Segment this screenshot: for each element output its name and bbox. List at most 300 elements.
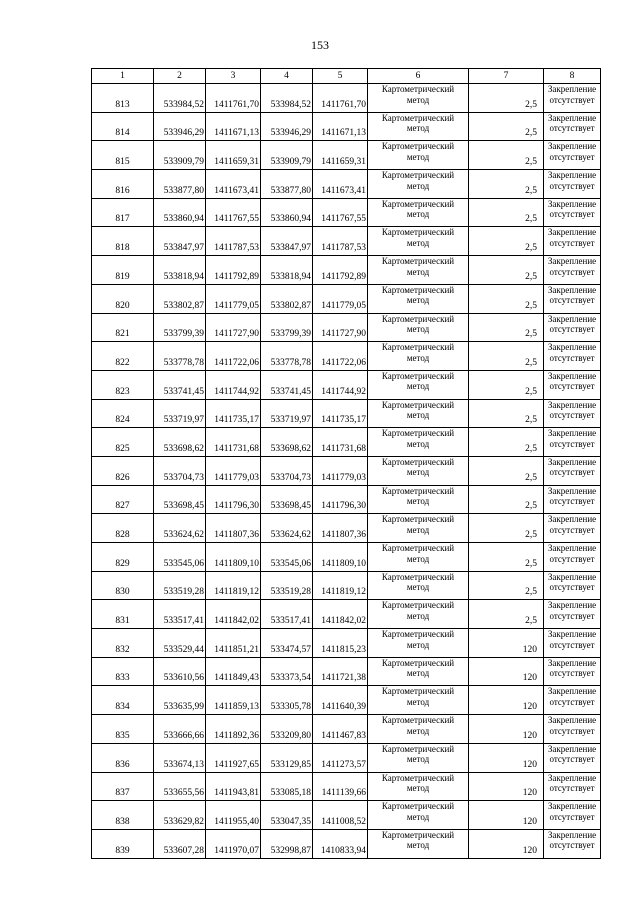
fixing-line: Закрепление — [547, 112, 597, 123]
method-line: метод — [406, 783, 430, 793]
table-header-row — [92, 69, 601, 84]
method-cell — [368, 141, 469, 170]
x-old-cell: 533610,56 — [154, 657, 206, 686]
fixing-cell — [544, 743, 601, 772]
x-new-cell: 533698,62 — [261, 428, 313, 457]
fixing-line: Закрепление — [547, 342, 597, 353]
accuracy-cell: 2,5 — [469, 543, 544, 572]
table-row — [92, 715, 601, 744]
y-new-cell: 1411815,23 — [313, 629, 368, 658]
accuracy-cell: 2,5 — [469, 170, 544, 199]
x-old-cell: 533529,44 — [154, 629, 206, 658]
y-new-cell: 1411842,02 — [313, 600, 368, 629]
fixing-cell — [544, 772, 601, 801]
fixing-cell — [544, 198, 601, 227]
x-new-cell: 533984,52 — [261, 84, 313, 113]
accuracy-cell: 2,5 — [469, 141, 544, 170]
method-line: Картометрический — [381, 543, 455, 553]
method-line: Картометрический — [381, 84, 455, 94]
method-line: Картометрический — [381, 198, 455, 209]
fixing-line: отсутствует — [549, 467, 595, 478]
point-number-cell: 833 — [92, 657, 154, 686]
method-cell — [368, 514, 469, 543]
fixing-cell — [544, 715, 601, 744]
fixing-cell — [544, 428, 601, 457]
header-cell: 8 — [544, 69, 601, 84]
fixing-cell — [544, 342, 601, 371]
x-old-cell: 533818,94 — [154, 256, 206, 285]
method-cell — [368, 485, 469, 514]
fixing-line: Закрепление — [547, 170, 597, 181]
fixing-cell — [544, 485, 601, 514]
y-old-cell: 1411673,41 — [206, 170, 261, 199]
x-new-cell: 533047,35 — [261, 801, 313, 830]
method-cell — [368, 629, 469, 658]
accuracy-cell: 2,5 — [469, 284, 544, 313]
method-line: Картометрический — [381, 428, 455, 439]
method-cell — [368, 715, 469, 744]
table-row — [92, 686, 601, 715]
table-row — [92, 772, 601, 801]
fixing-line: отсутствует — [549, 639, 595, 650]
accuracy-cell: 120 — [469, 772, 544, 801]
fixing-line: Закрепление — [547, 284, 597, 295]
y-old-cell: 1411787,53 — [206, 227, 261, 256]
x-new-cell: 533305,78 — [261, 686, 313, 715]
fixing-line: отсутствует — [549, 582, 595, 593]
accuracy-cell: 2,5 — [469, 342, 544, 371]
accuracy-cell: 2,5 — [469, 600, 544, 629]
x-old-cell: 533984,52 — [154, 84, 206, 113]
point-number-cell: 821 — [92, 313, 154, 342]
y-new-cell: 1411807,36 — [313, 514, 368, 543]
x-old-cell: 533909,79 — [154, 141, 206, 170]
y-new-cell: 1411735,17 — [313, 399, 368, 428]
fixing-cell — [544, 571, 601, 600]
x-new-cell: 533545,06 — [261, 543, 313, 572]
point-number-cell: 814 — [92, 112, 154, 141]
y-old-cell: 1411807,36 — [206, 514, 261, 543]
method-line: метод — [406, 324, 430, 334]
table-row — [92, 485, 601, 514]
y-old-cell: 1411819,12 — [206, 571, 261, 600]
method-line: Картометрический — [381, 686, 455, 697]
method-line: метод — [406, 610, 430, 621]
method-line: Картометрический — [381, 170, 455, 181]
table-row — [92, 571, 601, 600]
fixing-line: Закрепление — [547, 428, 597, 439]
fixing-line: Закрепление — [547, 141, 597, 152]
x-old-cell: 533674,13 — [154, 743, 206, 772]
header-cell: 5 — [313, 69, 368, 84]
x-old-cell: 533802,87 — [154, 284, 206, 313]
method-line: Картометрический — [381, 571, 455, 582]
x-new-cell: 533818,94 — [261, 256, 313, 285]
accuracy-cell: 2,5 — [469, 485, 544, 514]
fixing-cell — [544, 829, 601, 858]
x-old-cell: 533719,97 — [154, 399, 206, 428]
table-row — [92, 428, 601, 457]
fixing-cell — [544, 256, 601, 285]
x-old-cell: 533847,97 — [154, 227, 206, 256]
fixing-line: Закрепление — [547, 227, 597, 238]
x-new-cell: 533085,18 — [261, 772, 313, 801]
method-line: Картометрический — [381, 141, 455, 152]
accuracy-cell: 2,5 — [469, 456, 544, 485]
point-number-cell: 828 — [92, 514, 154, 543]
fixing-cell — [544, 629, 601, 658]
header-cell: 6 — [368, 69, 469, 84]
y-new-cell: 1411809,10 — [313, 543, 368, 572]
fixing-line: отсутствует — [549, 381, 595, 392]
method-line: Картометрический — [381, 657, 455, 668]
y-old-cell: 1411792,89 — [206, 256, 261, 285]
fixing-line: Закрепление — [547, 256, 597, 267]
y-new-cell: 1411744,92 — [313, 370, 368, 399]
page-number: 153 — [311, 38, 329, 52]
method-cell — [368, 657, 469, 686]
fixing-line: отсутствует — [549, 610, 595, 621]
fixing-line: Закрепление — [547, 198, 597, 209]
x-new-cell: 533517,41 — [261, 600, 313, 629]
method-cell — [368, 801, 469, 830]
table-row — [92, 84, 601, 113]
method-line: метод — [406, 237, 430, 248]
method-cell — [368, 399, 469, 428]
point-number-cell: 815 — [92, 141, 154, 170]
x-new-cell: 533698,45 — [261, 485, 313, 514]
fixing-line: отсутствует — [549, 94, 595, 105]
method-line: Картометрический — [381, 370, 455, 381]
method-cell — [368, 112, 469, 141]
fixing-line: Закрепление — [547, 772, 597, 783]
fixing-line: отсутствует — [549, 811, 595, 822]
y-old-cell: 1411731,68 — [206, 428, 261, 457]
point-number-cell: 816 — [92, 170, 154, 199]
fixing-line: Закрепление — [547, 370, 597, 381]
y-old-cell: 1411744,92 — [206, 370, 261, 399]
table-row — [92, 629, 601, 658]
table-row — [92, 284, 601, 313]
y-new-cell: 1411796,30 — [313, 485, 368, 514]
fixing-line: отсутствует — [549, 840, 595, 851]
x-old-cell: 533517,41 — [154, 600, 206, 629]
fixing-line: отсутствует — [549, 180, 595, 191]
y-new-cell: 1411659,31 — [313, 141, 368, 170]
x-new-cell: 533474,57 — [261, 629, 313, 658]
fixing-line: отсутствует — [549, 151, 595, 162]
table-row — [92, 342, 601, 371]
y-new-cell: 1411761,70 — [313, 84, 368, 113]
fixing-line: Закрепление — [547, 543, 597, 553]
method-line: метод — [406, 582, 430, 593]
x-new-cell: 533741,45 — [261, 370, 313, 399]
fixing-line: Закрепление — [547, 571, 597, 582]
method-line: метод — [406, 696, 430, 707]
method-line: Картометрический — [381, 313, 455, 324]
point-number-cell: 834 — [92, 686, 154, 715]
accuracy-cell: 2,5 — [469, 571, 544, 600]
fixing-line: Закрепление — [547, 399, 597, 410]
x-new-cell: 533802,87 — [261, 284, 313, 313]
method-line: Картометрический — [381, 342, 455, 353]
header-cell: 3 — [206, 69, 261, 84]
method-line: метод — [406, 811, 430, 822]
point-number-cell: 825 — [92, 428, 154, 457]
y-old-cell: 1411779,03 — [206, 456, 261, 485]
x-new-cell: 533704,73 — [261, 456, 313, 485]
fixing-cell — [544, 313, 601, 342]
x-new-cell: 533909,79 — [261, 141, 313, 170]
x-old-cell: 533519,28 — [154, 571, 206, 600]
fixing-line: отсутствует — [549, 295, 595, 306]
x-new-cell: 533778,78 — [261, 342, 313, 371]
x-new-cell: 532998,87 — [261, 829, 313, 858]
fixing-line: Закрепление — [547, 600, 597, 611]
x-old-cell: 533666,66 — [154, 715, 206, 744]
y-old-cell: 1411849,43 — [206, 657, 261, 686]
fixing-line: отсутствует — [549, 696, 595, 707]
fixing-line: отсутствует — [549, 725, 595, 736]
fixing-line: Закрепление — [547, 84, 597, 94]
method-line: метод — [406, 352, 430, 363]
method-line: метод — [406, 410, 430, 421]
x-new-cell: 533799,39 — [261, 313, 313, 342]
y-new-cell: 1410833,94 — [313, 829, 368, 858]
y-new-cell: 1411008,52 — [313, 801, 368, 830]
method-cell — [368, 686, 469, 715]
method-line: метод — [406, 123, 430, 134]
table-row — [92, 227, 601, 256]
accuracy-cell: 2,5 — [469, 514, 544, 543]
fixing-line: отсутствует — [549, 410, 595, 421]
x-new-cell: 533719,97 — [261, 399, 313, 428]
table-row — [92, 829, 601, 858]
point-number-cell: 813 — [92, 84, 154, 113]
x-old-cell: 533877,80 — [154, 170, 206, 199]
x-old-cell: 533629,82 — [154, 801, 206, 830]
x-old-cell: 533704,73 — [154, 456, 206, 485]
y-old-cell: 1411727,90 — [206, 313, 261, 342]
x-new-cell: 533519,28 — [261, 571, 313, 600]
method-line: метод — [406, 209, 430, 220]
y-new-cell: 1411467,83 — [313, 715, 368, 744]
x-new-cell: 533129,85 — [261, 743, 313, 772]
point-number-cell: 820 — [92, 284, 154, 313]
x-old-cell: 533778,78 — [154, 342, 206, 371]
method-cell — [368, 284, 469, 313]
method-line: метод — [406, 524, 430, 535]
fixing-line: отсутствует — [549, 553, 595, 564]
method-cell — [368, 227, 469, 256]
point-number-cell: 830 — [92, 571, 154, 600]
y-old-cell: 1411761,70 — [206, 84, 261, 113]
fixing-line: отсутствует — [549, 754, 595, 765]
x-new-cell: 533624,62 — [261, 514, 313, 543]
method-line: метод — [406, 295, 430, 306]
x-new-cell: 533860,94 — [261, 198, 313, 227]
point-number-cell: 819 — [92, 256, 154, 285]
fixing-line: отсутствует — [549, 668, 595, 679]
table-row — [92, 198, 601, 227]
fixing-line: Закрепление — [547, 485, 597, 496]
y-old-cell: 1411859,13 — [206, 686, 261, 715]
x-old-cell: 533624,62 — [154, 514, 206, 543]
method-line: Картометрический — [381, 227, 455, 238]
method-line: Картометрический — [381, 772, 455, 783]
method-cell — [368, 571, 469, 600]
y-old-cell: 1411809,10 — [206, 543, 261, 572]
point-number-cell: 824 — [92, 399, 154, 428]
point-number-cell: 839 — [92, 829, 154, 858]
y-old-cell: 1411927,65 — [206, 743, 261, 772]
method-line: метод — [406, 496, 430, 507]
method-line: Картометрический — [381, 715, 455, 726]
fixing-line: Закрепление — [547, 514, 597, 525]
method-line: метод — [406, 840, 430, 851]
y-new-cell: 1411721,38 — [313, 657, 368, 686]
method-line: Картометрический — [381, 801, 455, 812]
fixing-line: Закрепление — [547, 657, 597, 668]
table-row — [92, 801, 601, 830]
y-old-cell: 1411943,81 — [206, 772, 261, 801]
point-number-cell: 823 — [92, 370, 154, 399]
x-new-cell: 533209,80 — [261, 715, 313, 744]
point-number-cell: 817 — [92, 198, 154, 227]
table-row — [92, 313, 601, 342]
y-old-cell: 1411671,13 — [206, 112, 261, 141]
accuracy-cell: 120 — [469, 829, 544, 858]
y-new-cell: 1411727,90 — [313, 313, 368, 342]
point-number-cell: 832 — [92, 629, 154, 658]
accuracy-cell: 2,5 — [469, 313, 544, 342]
fixing-line: Закрепление — [547, 829, 597, 840]
point-number-cell: 835 — [92, 715, 154, 744]
method-cell — [368, 428, 469, 457]
y-old-cell: 1411722,06 — [206, 342, 261, 371]
fixing-line: Закрепление — [547, 743, 597, 754]
accuracy-cell: 2,5 — [469, 399, 544, 428]
x-old-cell: 533698,62 — [154, 428, 206, 457]
accuracy-cell: 2,5 — [469, 84, 544, 113]
point-number-cell: 822 — [92, 342, 154, 371]
fixing-cell — [544, 227, 601, 256]
x-old-cell: 533698,45 — [154, 485, 206, 514]
y-new-cell: 1411139,66 — [313, 772, 368, 801]
fixing-line: отсутствует — [549, 324, 595, 334]
y-new-cell: 1411767,55 — [313, 198, 368, 227]
y-new-cell: 1411779,03 — [313, 456, 368, 485]
y-old-cell: 1411659,31 — [206, 141, 261, 170]
point-number-cell: 837 — [92, 772, 154, 801]
method-cell — [368, 313, 469, 342]
accuracy-cell: 120 — [469, 629, 544, 658]
header-cell: 2 — [154, 69, 206, 84]
method-line: метод — [406, 639, 430, 650]
method-line: метод — [406, 467, 430, 478]
accuracy-cell: 120 — [469, 715, 544, 744]
fixing-line: Закрепление — [547, 686, 597, 697]
method-line: Картометрический — [381, 514, 455, 525]
method-line: метод — [406, 725, 430, 736]
coordinates-table — [91, 68, 601, 859]
method-line: Картометрический — [381, 629, 455, 640]
method-line: метод — [406, 381, 430, 392]
accuracy-cell: 2,5 — [469, 370, 544, 399]
fixing-line: отсутствует — [549, 352, 595, 363]
fixing-line: Закрепление — [547, 801, 597, 812]
accuracy-cell: 120 — [469, 801, 544, 830]
y-new-cell: 1411722,06 — [313, 342, 368, 371]
x-old-cell: 533607,28 — [154, 829, 206, 858]
fixing-line: отсутствует — [549, 266, 595, 277]
fixing-cell — [544, 686, 601, 715]
header-cell: 1 — [92, 69, 154, 84]
x-new-cell: 533847,97 — [261, 227, 313, 256]
method-cell — [368, 829, 469, 858]
accuracy-cell: 2,5 — [469, 428, 544, 457]
method-line: Картометрический — [381, 829, 455, 840]
fixing-cell — [544, 543, 601, 572]
x-old-cell: 533635,99 — [154, 686, 206, 715]
accuracy-cell: 2,5 — [469, 112, 544, 141]
fixing-cell — [544, 514, 601, 543]
fixing-line: отсутствует — [549, 237, 595, 248]
fixing-cell — [544, 112, 601, 141]
method-cell — [368, 84, 469, 113]
method-line: метод — [406, 180, 430, 191]
fixing-line: отсутствует — [549, 783, 595, 793]
x-new-cell: 533373,54 — [261, 657, 313, 686]
table-row — [92, 600, 601, 629]
table-row — [92, 256, 601, 285]
method-cell — [368, 170, 469, 199]
y-old-cell: 1411779,05 — [206, 284, 261, 313]
table-row — [92, 170, 601, 199]
accuracy-cell: 2,5 — [469, 256, 544, 285]
method-cell — [368, 256, 469, 285]
y-new-cell: 1411792,89 — [313, 256, 368, 285]
method-line: Картометрический — [381, 399, 455, 410]
fixing-cell — [544, 456, 601, 485]
y-old-cell: 1411735,17 — [206, 399, 261, 428]
fixing-line: Закрепление — [547, 715, 597, 726]
point-number-cell: 818 — [92, 227, 154, 256]
point-number-cell: 836 — [92, 743, 154, 772]
x-old-cell: 533799,39 — [154, 313, 206, 342]
fixing-line: отсутствует — [549, 496, 595, 507]
y-new-cell: 1411779,05 — [313, 284, 368, 313]
method-cell — [368, 370, 469, 399]
fixing-cell — [544, 657, 601, 686]
y-old-cell: 1411970,07 — [206, 829, 261, 858]
method-cell — [368, 342, 469, 371]
x-old-cell: 533860,94 — [154, 198, 206, 227]
y-new-cell: 1411673,41 — [313, 170, 368, 199]
y-old-cell: 1411767,55 — [206, 198, 261, 227]
fixing-line: отсутствует — [549, 438, 595, 449]
table-row — [92, 543, 601, 572]
method-line: Картометрический — [381, 284, 455, 295]
accuracy-cell: 2,5 — [469, 198, 544, 227]
x-old-cell: 533741,45 — [154, 370, 206, 399]
accuracy-cell: 120 — [469, 686, 544, 715]
table-row — [92, 657, 601, 686]
method-line: метод — [406, 266, 430, 277]
x-new-cell: 533946,29 — [261, 112, 313, 141]
accuracy-cell: 120 — [469, 657, 544, 686]
fixing-line: отсутствует — [549, 524, 595, 535]
